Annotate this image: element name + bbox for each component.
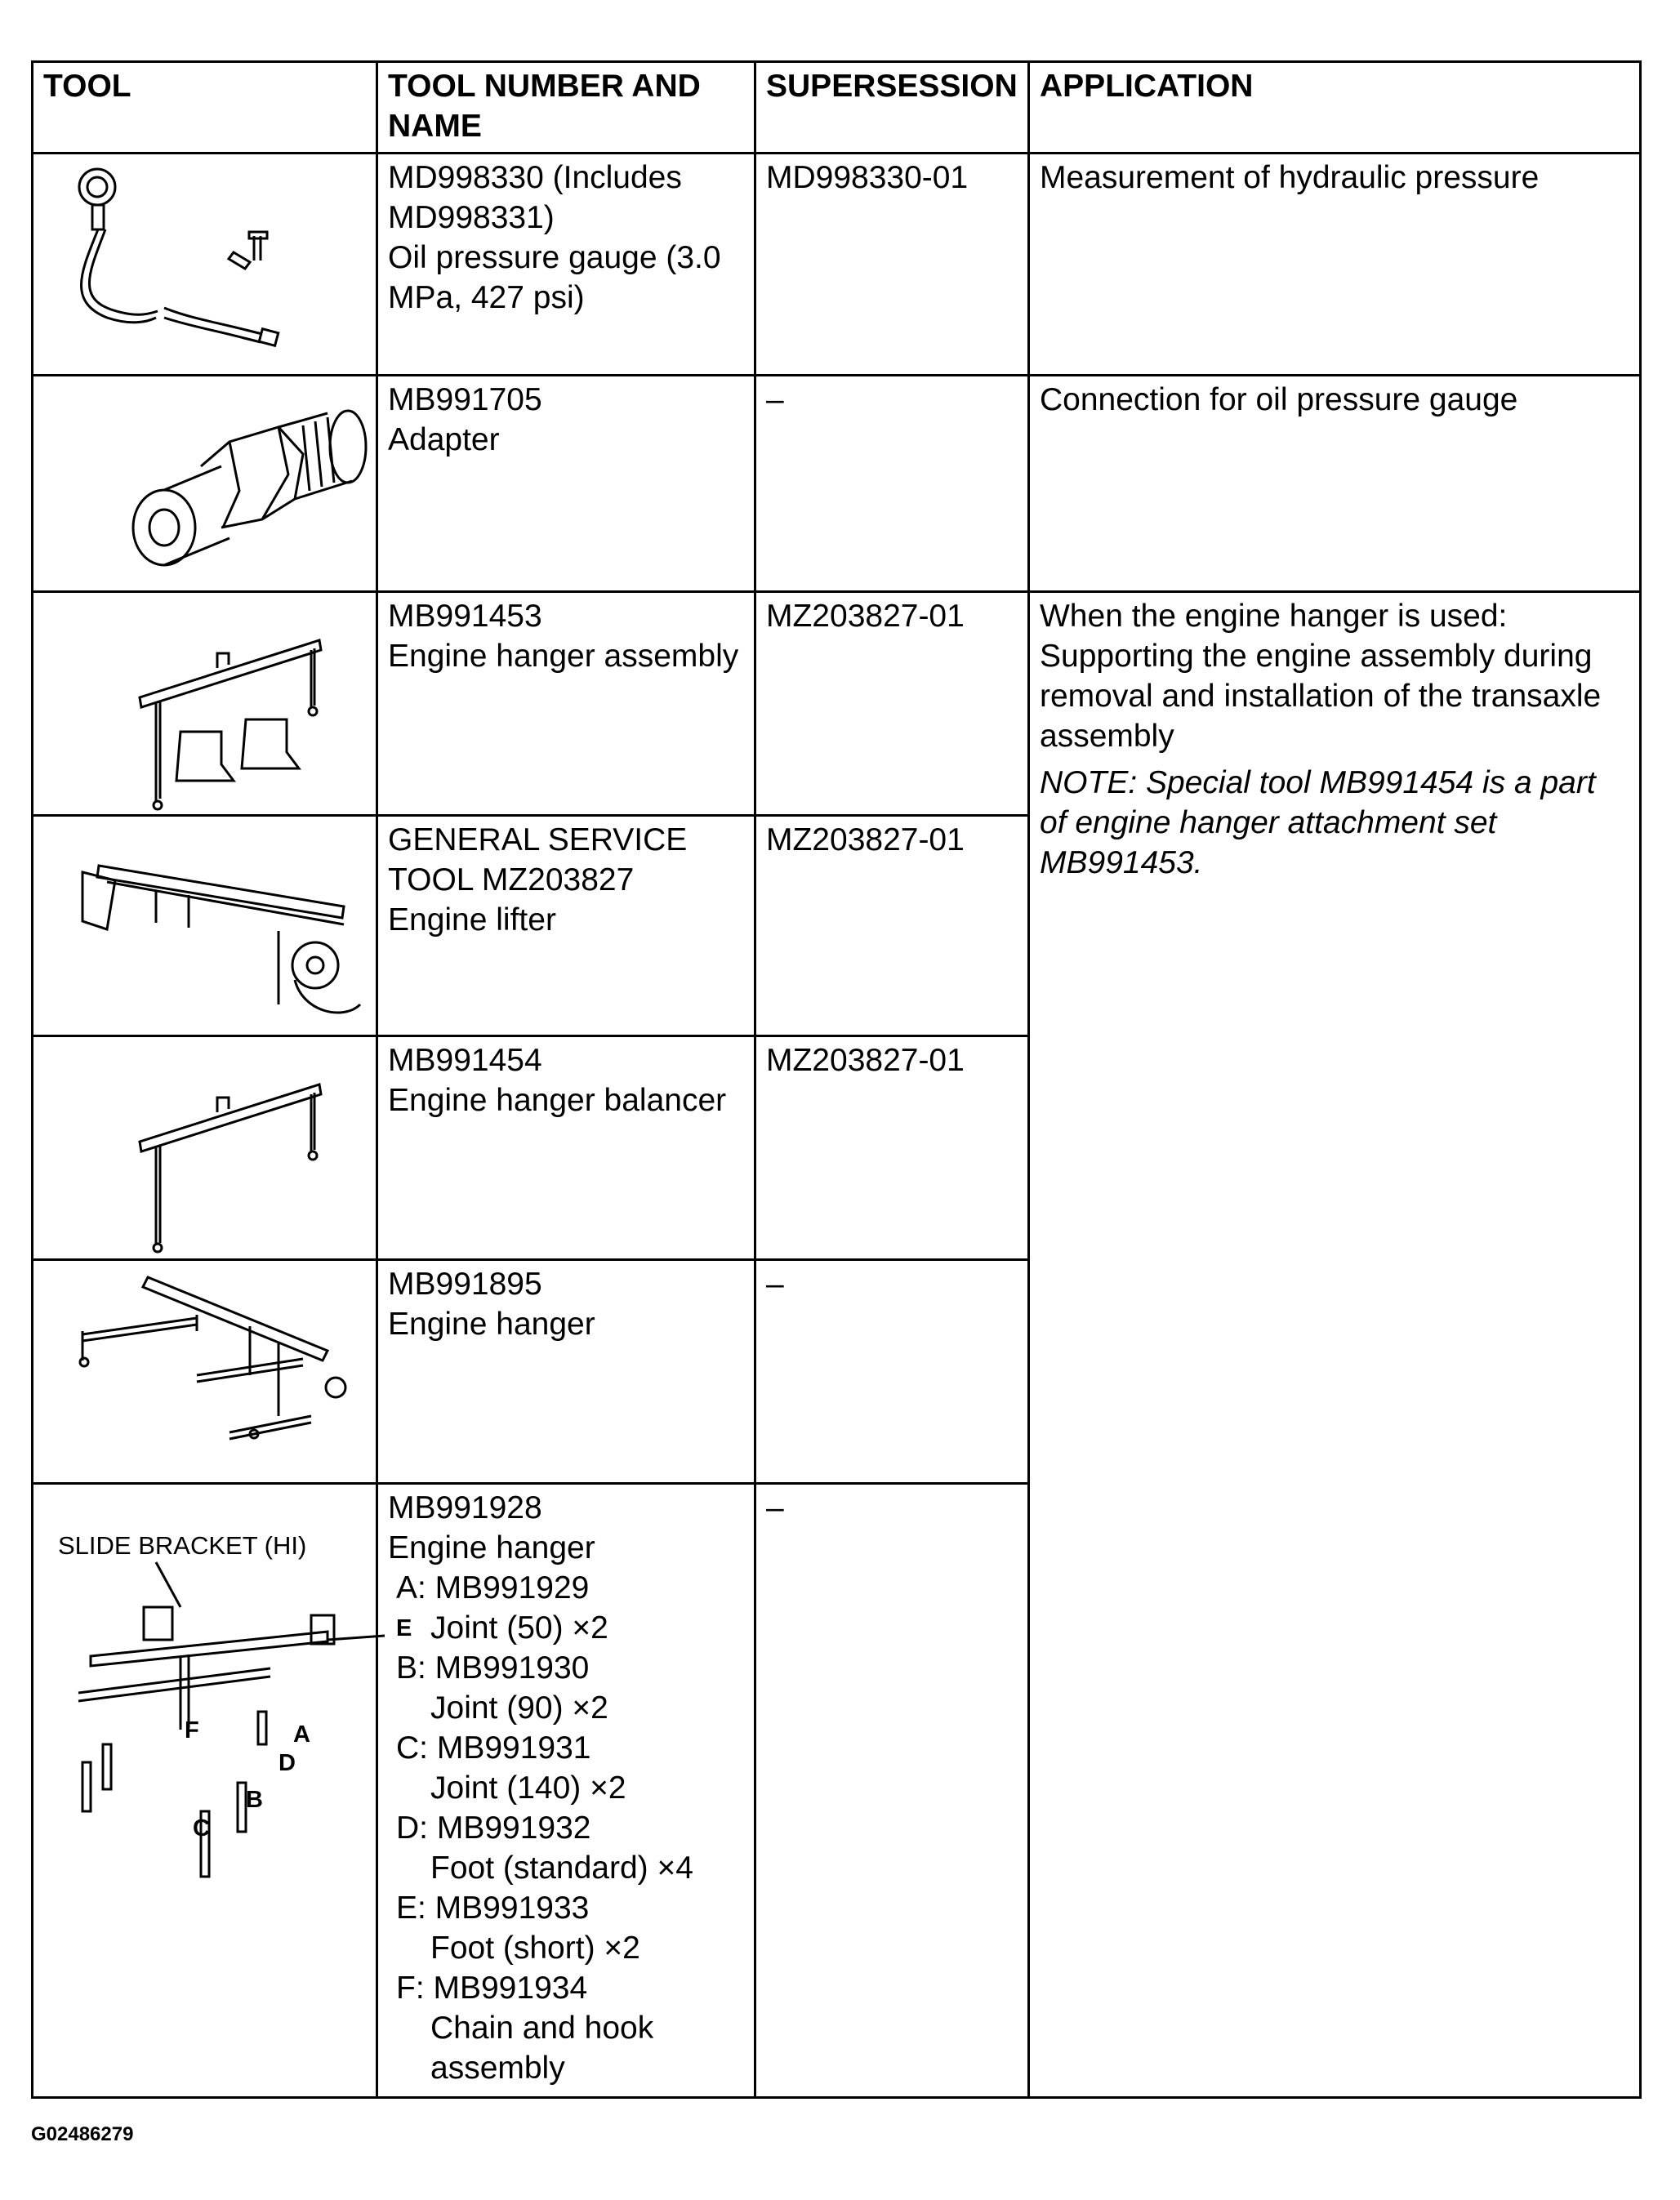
part-code: C: MB991931 <box>396 1730 591 1766</box>
tool-image-cell <box>33 154 377 376</box>
tool-name: Engine hanger <box>388 1307 595 1342</box>
engine-hanger-icon <box>33 1261 377 1480</box>
header-application: APPLICATION <box>1029 62 1641 154</box>
tool-name: Engine hanger assembly <box>388 639 739 674</box>
tool-number-cell <box>377 376 755 592</box>
engine-hanger-kit-icon <box>33 1485 412 1893</box>
application-cell: Measurement of hydraulic pressure <box>1029 154 1641 376</box>
supersession-cell: – <box>755 1260 1029 1484</box>
tool-image-cell <box>33 376 377 592</box>
tool-name: Adapter <box>388 422 500 457</box>
tool-image-cell <box>33 592 377 816</box>
application-description: Supporting the engine assembly during removal and installation of the transaxle assembly <box>1040 639 1611 754</box>
supersession-cell: MZ203827-01 <box>755 816 1029 1036</box>
part-desc: Foot (short) ×2 <box>430 1931 640 1966</box>
diagram-label-c: C <box>193 1815 210 1841</box>
tool-number: MB991928 <box>388 1490 542 1525</box>
special-tools-table <box>31 60 1642 2099</box>
tool-number: MB991453 <box>388 599 542 634</box>
tool-number-cell <box>377 1036 755 1260</box>
tool-number-cell <box>377 816 755 1036</box>
figure-id: G02486279 <box>31 2123 134 2145</box>
diagram-label-e: E <box>396 1615 412 1641</box>
application-note: NOTE: Special tool MB991454 is a part of engine hanger attachment set MB991453. <box>1040 765 1596 880</box>
header-tool-number: TOOL NUMBER AND NAME <box>377 62 755 154</box>
tool-number: MD998330 (Includes MD998331) <box>388 160 691 235</box>
diagram-label-d: D <box>279 1750 296 1776</box>
table-row <box>33 154 1641 376</box>
table-row <box>33 592 1641 816</box>
tool-image-cell <box>33 1036 377 1260</box>
diagram-label-slide-bracket: SLIDE BRACKET (HI) <box>58 1531 307 1560</box>
part-code: B: MB991930 <box>396 1650 590 1686</box>
tool-number-cell <box>377 1484 755 2098</box>
tool-number: GENERAL SERVICE TOOL MZ203827 <box>388 822 696 897</box>
tool-number: MB991454 <box>388 1043 542 1078</box>
engine-hanger-balancer-icon <box>33 1037 377 1256</box>
supersession-cell: – <box>755 376 1029 592</box>
part-desc: Joint (90) ×2 <box>430 1690 608 1726</box>
part-desc: Chain and hook assembly <box>430 2011 654 2086</box>
tool-number-cell <box>377 154 755 376</box>
supersession-cell: MD998330-01 <box>755 154 1029 376</box>
engine-lifter-icon <box>33 817 377 1032</box>
part-desc: Joint (50) ×2 <box>430 1610 608 1646</box>
header-tool: TOOL <box>33 62 377 154</box>
diagram-label-a: A <box>293 1721 310 1748</box>
header-supersession: SUPERSESSION <box>755 62 1029 154</box>
tool-image-cell <box>33 1260 377 1484</box>
part-code: D: MB991932 <box>396 1810 591 1846</box>
application-cell: Connection for oil pressure gauge <box>1029 376 1641 592</box>
supersession-cell: – <box>755 1484 1029 2098</box>
tool-number: MB991895 <box>388 1267 542 1302</box>
tool-number-cell <box>377 592 755 816</box>
tool-name: Engine hanger balancer <box>388 1083 727 1118</box>
tool-number-cell <box>377 1260 755 1484</box>
diagram-label-f: F <box>185 1717 199 1744</box>
tool-image-cell <box>33 1484 412 2098</box>
engine-hanger-assembly-icon <box>33 593 377 812</box>
tool-number: MB991705 <box>388 382 542 417</box>
part-desc: Joint (140) ×2 <box>430 1770 626 1806</box>
supersession-cell: MZ203827-01 <box>755 1036 1029 1260</box>
tool-image-cell <box>33 816 377 1036</box>
part-code: A: MB991929 <box>396 1570 590 1605</box>
part-desc: Foot (standard) ×4 <box>430 1850 693 1886</box>
tool-name: Oil pressure gauge (3.0 MPa, 427 psi) <box>388 240 730 315</box>
oil-pressure-gauge-icon <box>33 154 377 372</box>
shared-application-cell <box>1029 592 1641 2098</box>
adapter-icon <box>33 376 377 589</box>
supersession-cell: MZ203827-01 <box>755 592 1029 816</box>
diagram-label-b: B <box>246 1787 263 1813</box>
tool-name: Engine lifter <box>388 902 556 937</box>
table-header-row <box>33 62 1641 154</box>
application-condition: When the engine hanger is used: <box>1040 599 1508 634</box>
tool-name: Engine hanger <box>388 1530 595 1565</box>
part-code: F: MB991934 <box>396 1971 588 2006</box>
table-row <box>33 376 1641 592</box>
part-code: E: MB991933 <box>396 1890 590 1926</box>
